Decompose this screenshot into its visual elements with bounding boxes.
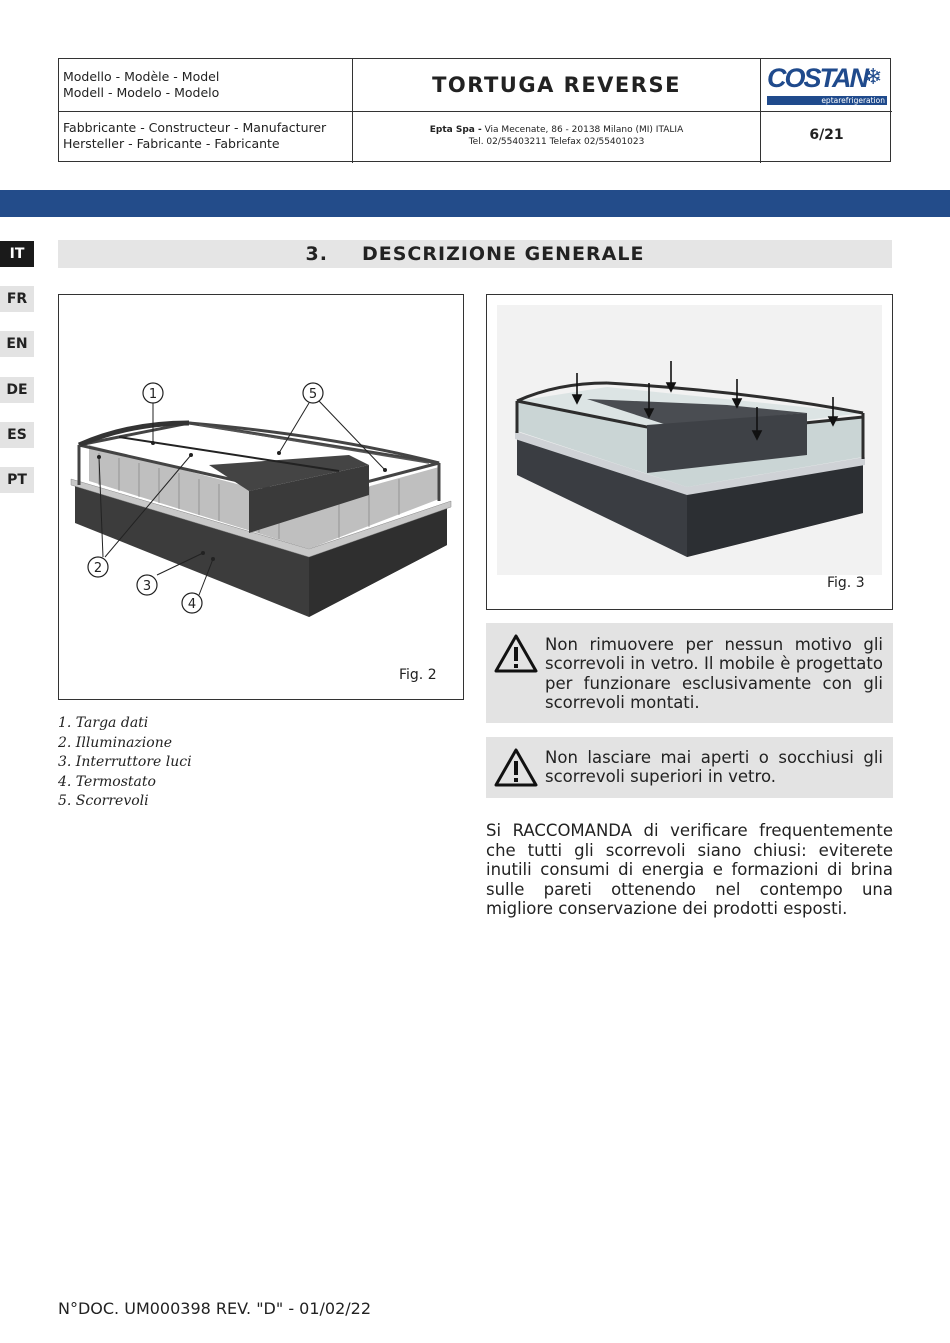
manufacturer-label xyxy=(59,112,353,163)
page-number: 6/21 xyxy=(809,127,844,143)
legend-item: 2. Illuminazione xyxy=(58,734,173,751)
section-number: 3. xyxy=(305,243,328,265)
manufacturer-label-line1: Fabbricante - Constructeur - Manufacturer xyxy=(63,120,327,135)
document-header xyxy=(58,58,891,162)
callout-3-label: 3 xyxy=(142,579,152,594)
warning-text-1: Non rimuovere per nessun motivo gli scorrevoli in vetro. Il mobile è progettato per funzionare esclusivamente con gli scorrevoli montati. xyxy=(545,635,883,712)
model-name: TORTUGA REVERSE xyxy=(353,59,761,112)
display-case-photo xyxy=(487,295,892,609)
model-label xyxy=(59,59,353,112)
lang-tab-de[interactable]: DE xyxy=(0,377,34,403)
warning-icon xyxy=(494,747,538,787)
costan-logo xyxy=(767,65,887,105)
fig3-caption: Fig. 3 xyxy=(827,575,865,591)
logo-cell xyxy=(761,59,892,112)
address: Via Mecenate, 86 - 20138 Milano (MI) ITALIA xyxy=(484,125,684,135)
document-footer: N°DOC. UM000398 REV. "D" - 01/02/22 xyxy=(58,1299,372,1318)
lang-tab-pt[interactable]: PT xyxy=(0,467,34,493)
logo-text: COSTAN xyxy=(767,63,867,93)
callout-2-label: 2 xyxy=(93,561,103,576)
manufacturer-address xyxy=(353,112,761,163)
legend-item: 4. Termostato xyxy=(58,773,156,790)
callout-1-label: 1 xyxy=(148,387,158,402)
figure-legend xyxy=(58,714,192,812)
model-label-line2: Modell - Modelo - Modelo xyxy=(63,85,220,100)
lang-tab-en[interactable]: EN xyxy=(0,331,34,357)
lang-tab-it[interactable]: IT xyxy=(0,241,34,267)
header-band xyxy=(0,190,950,217)
display-case-illustration xyxy=(59,295,463,699)
fig2-caption: Fig. 2 xyxy=(399,667,437,683)
warning-box-2 xyxy=(486,737,893,798)
lang-tab-fr[interactable]: FR xyxy=(0,286,34,312)
logo-subtitle: eptarefrigeration xyxy=(767,96,887,105)
callout-4-label: 4 xyxy=(187,597,197,612)
warning-box-1 xyxy=(486,623,893,723)
legend-item: 5. Scorrevoli xyxy=(58,793,149,810)
section-title: DESCRIZIONE GENERALE xyxy=(362,243,645,265)
lang-tab-es[interactable]: ES xyxy=(0,422,34,448)
figure-2 xyxy=(58,294,464,700)
manufacturer-label-line2: Hersteller - Fabricante - Fabricante xyxy=(63,136,280,151)
warning-text-2: Non lasciare mai aperti o socchiusi gli scorrevoli superiori in vetro. xyxy=(545,748,883,787)
figure-3 xyxy=(486,294,893,610)
snowflake-icon: ❄ xyxy=(864,65,883,90)
callout-5-label: 5 xyxy=(308,387,318,402)
legend-item: 1. Targa dati xyxy=(58,715,149,731)
section-heading xyxy=(58,240,892,268)
recommendation-text: Si RACCOMANDA di verificare frequentemente che tutti gli scorrevoli siano chiusi: eviterete inutili consumi di energia e formazioni di brina sulle pareti ottenendo nel contempo una migliore conservazione dei prodotti esposti. xyxy=(486,821,893,919)
model-label-line1: Modello - Modèle - Model xyxy=(63,69,220,84)
legend-item: 3. Interruttore luci xyxy=(58,754,192,771)
company-name: Epta Spa - xyxy=(429,125,482,135)
warning-icon xyxy=(494,633,538,673)
phone: Tel. 02/55403211 Telefax 02/55401023 xyxy=(468,137,645,147)
